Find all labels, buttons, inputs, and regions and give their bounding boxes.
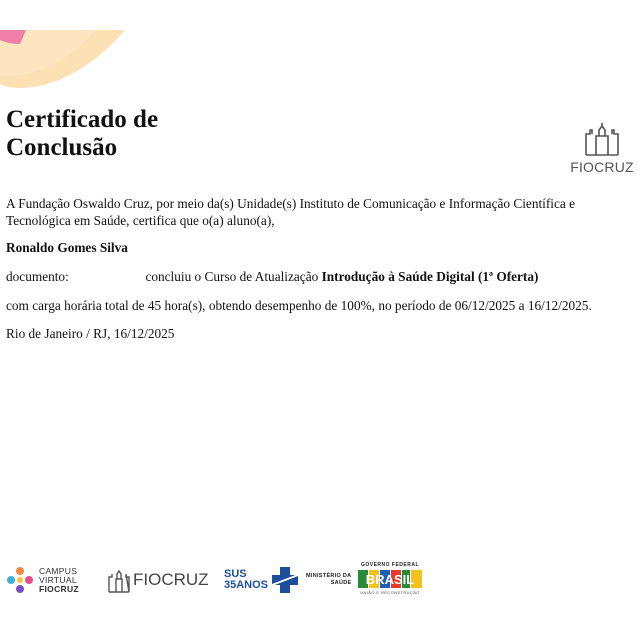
sus-years-text: 35ANOS xyxy=(224,579,269,591)
governo-federal-logo xyxy=(356,562,424,598)
ministerio-saude-logo xyxy=(306,562,351,598)
campus-line-1: CAMPUS xyxy=(39,565,78,576)
title-line-2: Conclusão xyxy=(6,134,118,161)
sus-cross-icon xyxy=(270,565,300,595)
campus-line-3: FIOCRUZ xyxy=(39,583,79,594)
ministerio-line-2: SAÚDE xyxy=(330,580,352,586)
intro-paragraph: A Fundação Oswaldo Cruz, por meio da(s) Unidade(s) Instituto de Comunicação e Informação Científica e Tecnológica em Saúde, certifica que o(a) aluno(a), xyxy=(6,196,576,228)
place-date: Rio de Janeiro / RJ, 16/12/2025 xyxy=(6,326,175,341)
document-line xyxy=(6,268,626,285)
fiocruz-header-logo xyxy=(570,122,634,175)
fiocruz-footer-logo xyxy=(107,562,209,598)
brasil-wordmark xyxy=(356,568,424,590)
footer-logos xyxy=(0,562,640,602)
redacted-document-number xyxy=(72,270,142,281)
campus-line-2: VIRTUAL xyxy=(39,574,77,585)
sus-35-anos-logo xyxy=(224,562,300,598)
document-after-text: concluiu o Curso de Atualização xyxy=(145,269,319,284)
certificate-title xyxy=(6,106,158,162)
fiocruz-castle-small-icon xyxy=(107,567,131,593)
fiocruz-footer-text: FIOCRUZ xyxy=(133,570,209,589)
course-name: Introdução à Saúde Digital (1ª Oferta) xyxy=(321,269,539,284)
workload-paragraph: com carga horária total de 45 hora(s), obtendo desempenho de 100%, no período de 06/12/2025 a 16/12/2025. xyxy=(6,298,592,313)
student-name: Ronaldo Gomes Silva xyxy=(6,240,128,255)
fiocruz-castle-icon xyxy=(582,122,622,156)
governo-top-text: GOVERNO FEDERAL xyxy=(360,562,420,568)
governo-bottom-text: UNIÃO E RECONSTRUÇÃO xyxy=(360,590,420,595)
fiocruz-header-text: FIOCRUZ xyxy=(570,159,634,175)
brasil-text: BRASIL xyxy=(365,572,415,587)
campus-virtual-icon xyxy=(5,565,35,595)
campus-virtual-logo xyxy=(5,562,79,598)
ministerio-line-1: MINISTÉRIO DA xyxy=(306,573,352,579)
sus-text: SUS xyxy=(224,568,247,580)
corner-decoration xyxy=(0,0,130,95)
title-line-1: Certificado de xyxy=(6,106,159,133)
document-label: documento: xyxy=(6,269,69,284)
